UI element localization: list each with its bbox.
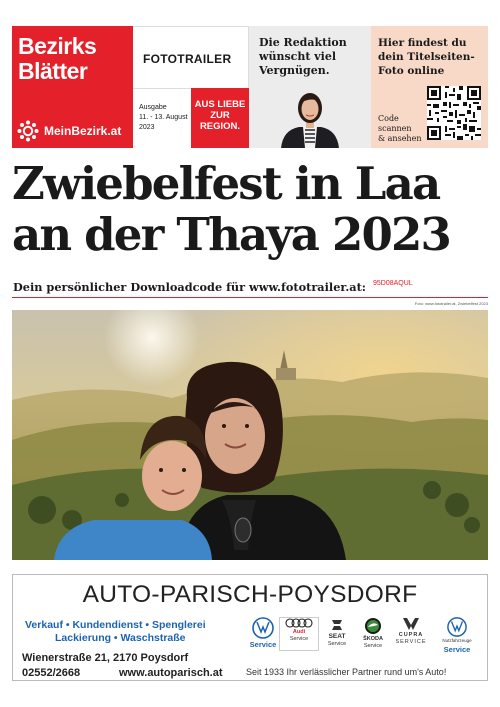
- headline-line2: an der Thaya 2023: [12, 208, 450, 261]
- qr-hint-line2: scannen: [378, 124, 412, 133]
- seat-logo-icon: [329, 617, 345, 633]
- seat-service-brand: [317, 617, 357, 647]
- audi-service-label: Service: [289, 636, 309, 642]
- qr-headline-line2: dein Titelseiten-: [378, 51, 475, 63]
- bezirksblaetter-logo[interactable]: [12, 26, 133, 148]
- ad-title: AUTO-PARISCH-POYSDORF: [82, 581, 418, 608]
- cupra-service-brand: [391, 617, 431, 645]
- page-headline: [12, 158, 488, 260]
- cupra-service-label: SERVICE: [395, 639, 427, 645]
- sun-logo-icon: [17, 120, 39, 142]
- audi-label: Audi: [292, 629, 306, 635]
- editor-greeting-line1: Die Redaktion: [259, 36, 347, 49]
- vw-nutzfahrzeuge-brand: [437, 617, 477, 654]
- skoda-logo-icon: [364, 617, 382, 635]
- cupra-logo-icon: [402, 617, 420, 631]
- vw-nutzfahrzeuge-label: Nutzfahrzeuge: [442, 638, 472, 643]
- meinbezirk-brand: [17, 120, 121, 142]
- slogan-line1: AUS LIEBE: [194, 99, 246, 110]
- ad-phone: 02552/2668: [22, 667, 81, 679]
- skoda-service-brand: [353, 617, 393, 649]
- logo-text-line1: Bezirks: [18, 33, 97, 59]
- audi-service-brand: [279, 617, 319, 651]
- cupra-label: CUPRA: [398, 632, 424, 638]
- qr-hint-line3: & ansehen: [378, 134, 422, 143]
- editor-greeting-line2: wünscht viel: [259, 50, 337, 63]
- editor-portrait: [277, 86, 343, 148]
- slogan-line3: REGION.: [199, 121, 241, 132]
- editor-box: [249, 26, 371, 148]
- issue-info: [133, 88, 191, 148]
- seat-service-label: Service: [327, 641, 347, 647]
- qr-hint-line1: Code: [378, 114, 399, 123]
- download-row: [13, 280, 489, 296]
- qr-box: [371, 26, 488, 148]
- skoda-service-label: Service: [363, 643, 383, 649]
- ad-services-line1: Verkauf • Kundendienst • Spenglerei: [25, 619, 206, 631]
- editor-greeting-line3: Vergnügen.: [259, 64, 330, 77]
- ad-services-line2: Lackierung • Waschstraße: [55, 632, 186, 644]
- issue-dates: 11. - 13. August: [139, 114, 188, 121]
- ad-tagline: Seit 1933 Ihr verlässlicher Partner rund um's Auto!: [246, 667, 447, 677]
- seat-label: SEAT: [328, 633, 346, 640]
- headline-line1: Zwiebelfest in Laa: [12, 157, 440, 210]
- masthead: [12, 26, 488, 148]
- qr-headline-line3: Foto online: [378, 65, 445, 77]
- download-text: Dein persönlicher Downloadcode für www.fototrailer.at:: [13, 280, 366, 294]
- ad-website[interactable]: www.autoparisch.at: [119, 667, 223, 679]
- vw-logo-icon: [447, 617, 467, 637]
- issue-label: Ausgabe: [139, 104, 167, 111]
- fototrailer-label: FOTOTRAILER: [143, 52, 232, 66]
- vw-service-brand: [243, 617, 283, 649]
- vw-service-label: Service: [249, 640, 277, 649]
- skoda-label: ŠKODA: [363, 636, 383, 642]
- advertisement[interactable]: [12, 574, 488, 681]
- editor-greeting: [259, 36, 347, 78]
- qr-headline-line1: Hier findest du: [378, 37, 467, 49]
- meinbezirk-label: MeinBezirk.at: [44, 124, 122, 138]
- audi-rings-icon: [284, 618, 314, 628]
- slogan-box: [191, 88, 249, 148]
- qr-hint: [378, 114, 421, 144]
- red-divider: [12, 297, 488, 298]
- vw-logo-icon: [252, 617, 274, 639]
- photo-credit: Foto: www.fototrailer.at, Zwiebelfest 2023: [414, 301, 488, 306]
- cover-photo[interactable]: [12, 310, 488, 560]
- download-code[interactable]: 95D08AQUL: [373, 280, 413, 287]
- qr-headline: [378, 36, 475, 78]
- fototrailer-box: [133, 26, 249, 88]
- ad-address: Wienerstraße 21, 2170 Poysdorf: [22, 652, 189, 664]
- slogan-line2: ZUR: [210, 110, 230, 121]
- qr-code-icon[interactable]: [427, 86, 481, 140]
- vw-nutzfahrzeuge-service-label: Service: [443, 645, 471, 654]
- logo-text-line2: Blätter: [18, 58, 88, 84]
- issue-year: 2023: [139, 124, 155, 131]
